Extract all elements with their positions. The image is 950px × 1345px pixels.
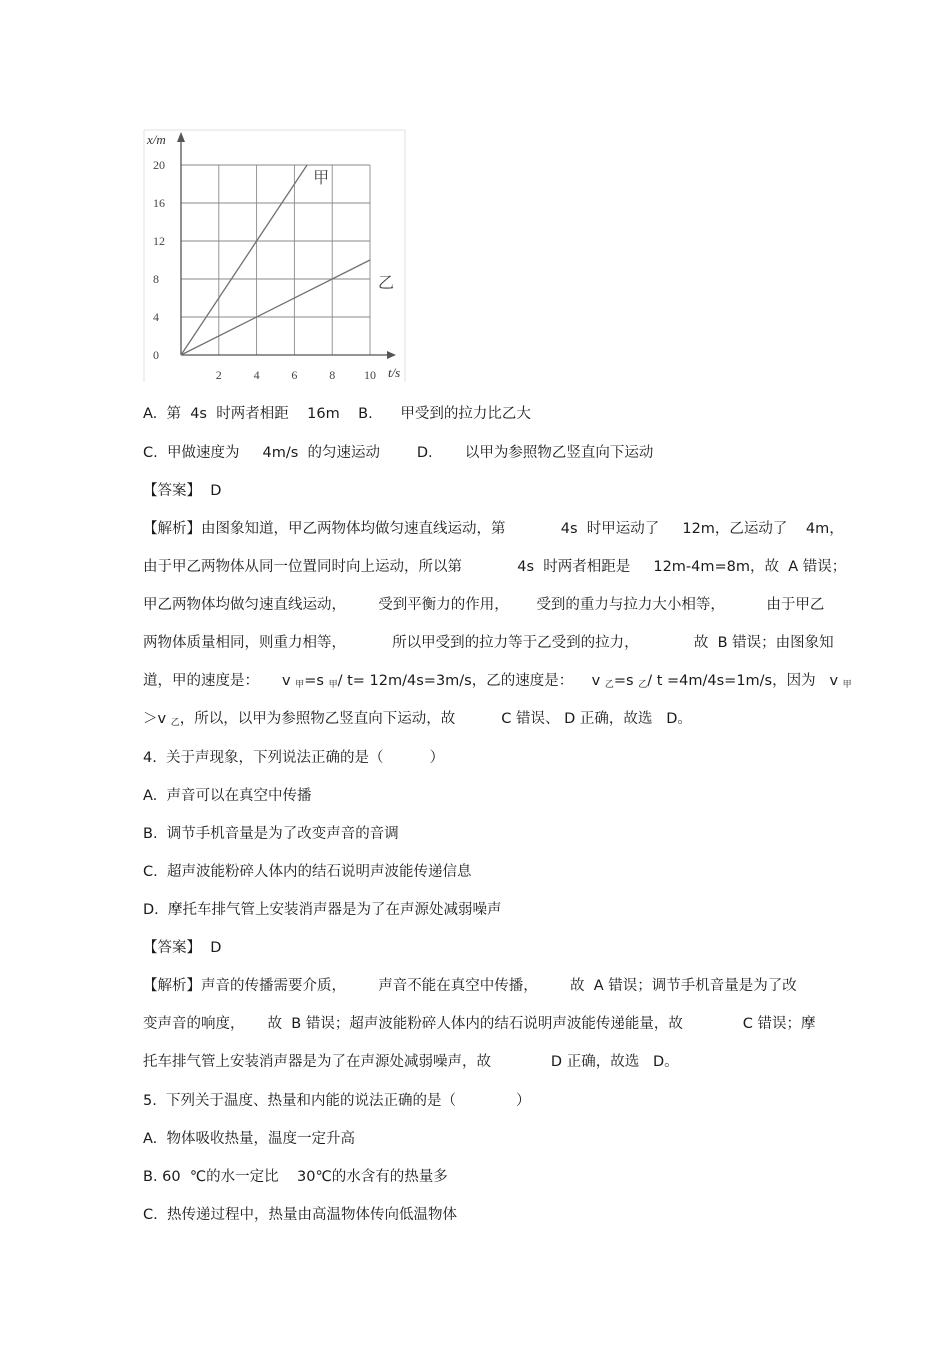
y-tick-label: 12 xyxy=(153,234,165,248)
q5-stem: 5. 下列关于温度、热量和内能的说法正确的是（ ） xyxy=(143,1093,531,1109)
q5-option-c: C. 热传递过程中，热量由高温物体传向低温物体 xyxy=(143,1207,457,1223)
q4-stem: 4. 关于声现象，下列说法正确的是（ ） xyxy=(143,750,445,766)
y-tick-label: 20 xyxy=(153,158,165,172)
q3-options-cd: C. 甲做速度为 4m/s 的匀速运动 D. 以甲为参照物乙竖直向下运动 xyxy=(143,445,654,461)
y-tick-label: 4 xyxy=(153,310,159,324)
q4-option-b: B. 调节手机音量是为了改变声音的音调 xyxy=(143,826,399,842)
q3-explanation-line: 甲乙两物体均做匀速直线运动， 受到平衡力的作用， 受到的重力与拉力大小相等， 由于甲乙 xyxy=(143,597,825,613)
series-label-yi: 乙 xyxy=(378,273,395,292)
q4-option-d: D. 摩托车排气管上安装消声器是为了在声源处减弱噪声 xyxy=(143,902,502,918)
x-tick-label: 10 xyxy=(364,368,376,382)
q5-option-a: A. 物体吸收热量，温度一定升高 xyxy=(143,1131,355,1147)
y-tick-label: 0 xyxy=(153,348,159,362)
x-tick-label: 2 xyxy=(215,368,222,382)
x-tick-label: 4 xyxy=(253,368,260,382)
q4-explanation-line: 变声音的响度， 故 B 错误；超声波能粉碎人体内的结石说明声波能传递能量，故 C 错误；摩 xyxy=(143,1016,816,1032)
xt-graph xyxy=(143,128,407,384)
series-label-jia: 甲 xyxy=(313,168,330,187)
q4-explanation-line: 托车排气管上安装消声器是为了在声源处减弱噪声，故 D 正确，故选 D。 xyxy=(143,1054,679,1070)
x-axis-label: t/s xyxy=(387,365,401,380)
q3-answer: 【答案】 D xyxy=(143,483,222,499)
q4-option-a: A. 声音可以在真空中传播 xyxy=(143,788,312,804)
series-line-jia xyxy=(181,165,307,355)
q3-explanation-line: 两物体质量相同，则重力相等， 所以甲受到的拉力等于乙受到的拉力， 故 B 错误；由图象知 xyxy=(143,635,834,651)
y-axis-arrow xyxy=(177,132,185,142)
y-axis-label: x/m xyxy=(147,132,166,147)
q3-explanation-line: 【解析】由图象知道，甲乙两物体均做匀速直线运动，第 4s 时甲运动了 12m，乙运动了 4m， xyxy=(143,521,844,537)
q3-explanation-line: ＞v $_乙$，所以，以甲为参照物乙竖直向下运动，故 C 错误、 D 正确，故选 D。 xyxy=(143,711,692,728)
x-tick-label: 8 xyxy=(329,368,336,382)
x-tick-label: 6 xyxy=(291,368,298,382)
q4-answer: 【答案】 D xyxy=(143,940,222,956)
q3-explanation-line: 道，甲的速度是： v $_甲$=s $_甲$/ t= 12m/4s=3m/s，乙的速度是： v $_乙$=s $_乙$/ t =4m/4s=1m/s，因为 v $_甲$ xyxy=(143,673,852,690)
series-line-yi xyxy=(181,260,370,355)
q5-option-b: B. 60 ℃的水一定比 30℃的水含有的热量多 xyxy=(143,1169,448,1185)
xt-chart-svg xyxy=(143,128,407,384)
q3-options-ab: A. 第 4s 时两者相距 16m B. 甲受到的拉力比乙大 xyxy=(143,406,531,422)
q4-option-c: C. 超声波能粉碎人体内的结石说明声波能传递信息 xyxy=(143,864,472,880)
q3-explanation-line: 由于甲乙两物体从同一位置同时向上运动，所以第 4s 时两者相距是 12m-4m=8m，故 A 错误； xyxy=(143,559,847,575)
x-axis-arrow xyxy=(387,351,396,359)
y-tick-label: 8 xyxy=(153,272,159,286)
y-tick-label: 16 xyxy=(153,196,165,210)
q4-explanation-line: 【解析】声音的传播需要介质， 声音不能在真空中传播， 故 A 错误；调节手机音量是为了改 xyxy=(143,978,797,994)
